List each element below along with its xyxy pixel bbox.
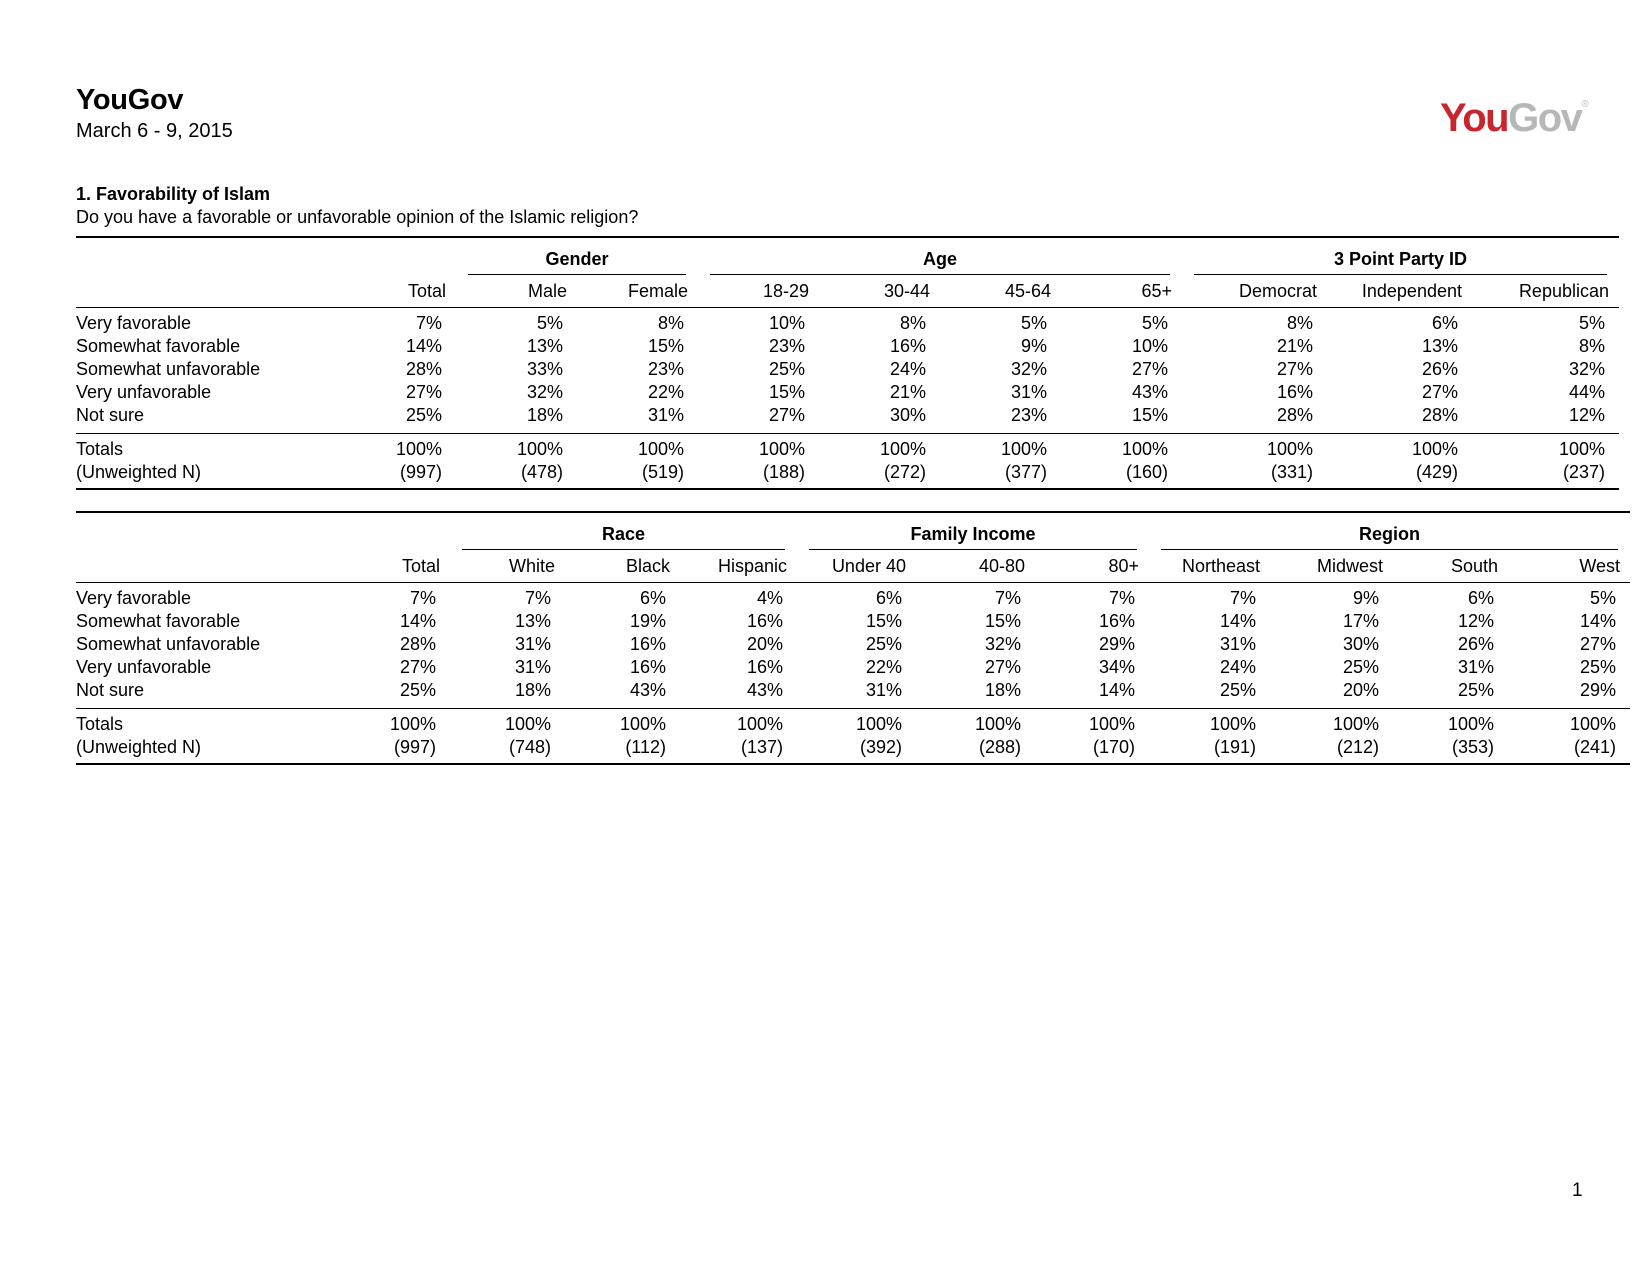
table-row xyxy=(76,461,1619,489)
table-cell: 23% xyxy=(1010,405,1047,425)
table-cell: 8% xyxy=(899,313,926,333)
table-cell: 32% xyxy=(1568,359,1605,379)
table-cell: 6% xyxy=(1431,313,1458,333)
table-cell: 27% xyxy=(984,657,1021,677)
table-cell: 5% xyxy=(536,313,563,333)
table-cell: 27% xyxy=(768,405,805,425)
table-cell: 14% xyxy=(1579,611,1616,631)
table-cell: 6% xyxy=(1467,588,1494,608)
table-cell: 31% xyxy=(865,680,902,700)
table-cell: 25% xyxy=(405,405,442,425)
row-label: Not sure xyxy=(76,680,145,700)
table-cell: 16% xyxy=(629,657,666,677)
table-cell: 15% xyxy=(984,611,1021,631)
table-cell: 25% xyxy=(865,634,902,654)
table-cell: 100% xyxy=(1569,714,1616,734)
table-cell: 22% xyxy=(647,382,684,402)
group-header-gender xyxy=(456,248,698,275)
table-cell: 16% xyxy=(629,634,666,654)
table-cell: 31% xyxy=(1219,634,1256,654)
table-cell: 22% xyxy=(865,657,902,677)
logo-text-gov: Gov xyxy=(1508,96,1582,140)
table1-totals xyxy=(76,438,1619,489)
table-cell: 8% xyxy=(1286,313,1313,333)
table-cell: 27% xyxy=(1131,359,1168,379)
table-cell: 100% xyxy=(855,714,902,734)
row-label: Totals xyxy=(76,439,124,459)
report-date: March 6 - 9, 2015 xyxy=(76,120,233,142)
logo-text-you: You xyxy=(1440,96,1509,140)
table-row xyxy=(76,335,1619,358)
column-header: 80+ xyxy=(1035,550,1149,583)
column-header: Total xyxy=(336,275,456,308)
table-cell: 27% xyxy=(1579,634,1616,654)
table-cell: 4% xyxy=(756,588,783,608)
table-cell: 100% xyxy=(389,714,436,734)
column-header: Republican xyxy=(1472,275,1619,308)
table-cell: 100% xyxy=(736,714,783,734)
table-row xyxy=(76,438,1619,461)
table-cell: (137) xyxy=(680,736,797,764)
table-cell: 15% xyxy=(647,336,684,356)
question-text: Do you have a favorable or unfavorable opinion of the Islamic religion? xyxy=(76,207,639,227)
table-cell: 30% xyxy=(889,405,926,425)
table-cell: 32% xyxy=(1010,359,1047,379)
group-label: Region xyxy=(1161,523,1618,550)
column-header: Black xyxy=(565,550,680,583)
table-row xyxy=(76,713,1630,736)
column-header: Female xyxy=(577,275,698,308)
row-label: Somewhat unfavorable xyxy=(76,634,261,654)
table-cell: 32% xyxy=(984,634,1021,654)
table-cell: (353) xyxy=(1393,736,1508,764)
table-cell: (237) xyxy=(1472,461,1619,489)
column-header: Independent xyxy=(1327,275,1472,308)
table-cell: 31% xyxy=(514,634,551,654)
table-cell: 7% xyxy=(415,313,442,333)
row-label: Totals xyxy=(76,714,124,734)
row-label: Not sure xyxy=(76,405,145,425)
table-cell: 100% xyxy=(1088,714,1135,734)
table-cell: 100% xyxy=(504,714,551,734)
table-cell: 7% xyxy=(1229,588,1256,608)
table-cell: 14% xyxy=(1219,611,1256,631)
page-number: 1 xyxy=(1572,1180,1583,1201)
table-cell: 15% xyxy=(1131,405,1168,425)
table-cell: 28% xyxy=(1421,405,1458,425)
table-cell: 29% xyxy=(1579,680,1616,700)
table-cell: 5% xyxy=(1589,588,1616,608)
table-cell: 100% xyxy=(1266,439,1313,459)
table-cell: 10% xyxy=(768,313,805,333)
table-cell: 14% xyxy=(1098,680,1135,700)
row-label: (Unweighted N) xyxy=(76,736,336,764)
column-header: Under 40 xyxy=(797,550,916,583)
table-cell: 12% xyxy=(1457,611,1494,631)
table-cell: 21% xyxy=(889,382,926,402)
table-cell: 18% xyxy=(514,680,551,700)
table-cell: 100% xyxy=(619,714,666,734)
table-cell: 7% xyxy=(409,588,436,608)
table-cell: (392) xyxy=(797,736,916,764)
table2-body xyxy=(76,587,1630,702)
table-cell: 9% xyxy=(1352,588,1379,608)
table-cell: 15% xyxy=(865,611,902,631)
table-cell: 16% xyxy=(746,657,783,677)
table-cell: 7% xyxy=(1108,588,1135,608)
table-cell: 14% xyxy=(399,611,436,631)
column-header: Hispanic xyxy=(680,550,797,583)
table-cell: 17% xyxy=(1342,611,1379,631)
table-cell: (112) xyxy=(565,736,680,764)
table-cell: (519) xyxy=(577,461,698,489)
table-cell: 5% xyxy=(1578,313,1605,333)
row-label: Somewhat favorable xyxy=(76,336,241,356)
table-row xyxy=(76,633,1630,656)
column-header: 18-29 xyxy=(698,275,819,308)
table-cell: 43% xyxy=(1131,382,1168,402)
column-header: White xyxy=(450,550,565,583)
table-row xyxy=(76,610,1630,633)
table-cell: 13% xyxy=(514,611,551,631)
column-header: 30-44 xyxy=(819,275,940,308)
column-header: West xyxy=(1508,550,1630,583)
row-label: Very favorable xyxy=(76,588,192,608)
table-cell: 100% xyxy=(395,439,442,459)
row-label: (Unweighted N) xyxy=(76,461,336,489)
table-cell: (997) xyxy=(336,461,456,489)
table-cell: 44% xyxy=(1568,382,1605,402)
table-cell: 100% xyxy=(758,439,805,459)
table-cell: 13% xyxy=(526,336,563,356)
column-header: Northeast xyxy=(1149,550,1270,583)
table-cell: (212) xyxy=(1270,736,1393,764)
table-cell: 20% xyxy=(1342,680,1379,700)
table-cell: 100% xyxy=(1411,439,1458,459)
report-title: YouGov xyxy=(76,84,184,116)
table-cell: 28% xyxy=(1276,405,1313,425)
table-cell: 30% xyxy=(1342,634,1379,654)
table-row xyxy=(76,381,1619,404)
table-cell: 25% xyxy=(399,680,436,700)
table-cell: 27% xyxy=(399,657,436,677)
table-row xyxy=(76,736,1630,764)
table-cell: 18% xyxy=(526,405,563,425)
table-cell: 23% xyxy=(768,336,805,356)
table-cell: 8% xyxy=(657,313,684,333)
table-cell: 15% xyxy=(768,382,805,402)
table-cell: 21% xyxy=(1276,336,1313,356)
table-cell: 27% xyxy=(1276,359,1313,379)
table-cell: 7% xyxy=(524,588,551,608)
table-cell: 100% xyxy=(974,714,1021,734)
table-cell: 26% xyxy=(1457,634,1494,654)
table-cell: 25% xyxy=(1342,657,1379,677)
group-header-family-income xyxy=(797,523,1149,550)
table-cell: 100% xyxy=(1121,439,1168,459)
group-label: Family Income xyxy=(809,523,1137,550)
table-cell: (288) xyxy=(916,736,1035,764)
table-cell: 100% xyxy=(879,439,926,459)
table-cell: 16% xyxy=(889,336,926,356)
table-cell: (191) xyxy=(1149,736,1270,764)
table-row xyxy=(76,312,1619,335)
table-cell: 16% xyxy=(746,611,783,631)
table-cell: 33% xyxy=(526,359,563,379)
table-cell: 25% xyxy=(768,359,805,379)
table-cell: 18% xyxy=(984,680,1021,700)
table-cell: 43% xyxy=(629,680,666,700)
table-cell: 6% xyxy=(639,588,666,608)
group-header-age xyxy=(698,248,1182,275)
table-cell: (377) xyxy=(940,461,1061,489)
group-header-race xyxy=(450,523,797,550)
registered-mark: ® xyxy=(1581,98,1589,110)
table-cell: 12% xyxy=(1568,405,1605,425)
table-cell: 100% xyxy=(1000,439,1047,459)
group-label: Gender xyxy=(468,248,686,275)
table-row xyxy=(76,587,1630,610)
table-cell: 13% xyxy=(1421,336,1458,356)
table-cell: 100% xyxy=(1332,714,1379,734)
table-cell: 27% xyxy=(405,382,442,402)
table-cell: (478) xyxy=(456,461,577,489)
table-cell: 25% xyxy=(1457,680,1494,700)
table-cell: (331) xyxy=(1182,461,1327,489)
table-cell: (997) xyxy=(336,736,450,764)
crosstab-table-1 xyxy=(76,236,1619,490)
table-cell: 31% xyxy=(514,657,551,677)
table-cell: (241) xyxy=(1508,736,1630,764)
table-cell: 7% xyxy=(994,588,1021,608)
table-cell: 16% xyxy=(1276,382,1313,402)
table-cell: 24% xyxy=(889,359,926,379)
column-header: Democrat xyxy=(1182,275,1327,308)
table-cell: 100% xyxy=(637,439,684,459)
table-cell: 25% xyxy=(1219,680,1256,700)
table-cell: 28% xyxy=(399,634,436,654)
row-label: Somewhat unfavorable xyxy=(76,359,261,379)
table-cell: (272) xyxy=(819,461,940,489)
yougov-logo xyxy=(1440,96,1589,141)
column-header: South xyxy=(1393,550,1508,583)
table-cell: 14% xyxy=(405,336,442,356)
table-cell: 34% xyxy=(1098,657,1135,677)
table-cell: 5% xyxy=(1141,313,1168,333)
table-cell: 100% xyxy=(516,439,563,459)
row-label: Very unfavorable xyxy=(76,657,212,677)
table-cell: 100% xyxy=(1447,714,1494,734)
column-header: 65+ xyxy=(1061,275,1182,308)
column-header: Midwest xyxy=(1270,550,1393,583)
table-cell: 31% xyxy=(647,405,684,425)
row-label: Somewhat favorable xyxy=(76,611,241,631)
table-cell: 31% xyxy=(1457,657,1494,677)
column-header: 40-80 xyxy=(916,550,1035,583)
row-label: Very unfavorable xyxy=(76,382,212,402)
table-cell: 100% xyxy=(1558,439,1605,459)
table-cell: 25% xyxy=(1579,657,1616,677)
column-header: Male xyxy=(456,275,577,308)
table-cell: 27% xyxy=(1421,382,1458,402)
question-title: 1. Favorability of Islam xyxy=(76,184,271,204)
column-header: Total xyxy=(336,550,450,583)
group-label: Race xyxy=(462,523,785,550)
table-cell: 23% xyxy=(647,359,684,379)
table-row xyxy=(76,404,1619,427)
table-cell: 19% xyxy=(629,611,666,631)
table-cell: 28% xyxy=(405,359,442,379)
table-row xyxy=(76,358,1619,381)
table-cell: 8% xyxy=(1578,336,1605,356)
table2-totals xyxy=(76,713,1630,764)
table-cell: (188) xyxy=(698,461,819,489)
table1-body xyxy=(76,312,1619,427)
table-cell: 20% xyxy=(746,634,783,654)
table-cell: 31% xyxy=(1010,382,1047,402)
group-header-region xyxy=(1149,523,1630,550)
group-label: 3 Point Party ID xyxy=(1194,248,1607,275)
table-row xyxy=(76,656,1630,679)
table-cell: 16% xyxy=(1098,611,1135,631)
table-cell: (160) xyxy=(1061,461,1182,489)
table-cell: (748) xyxy=(450,736,565,764)
table-cell: 10% xyxy=(1131,336,1168,356)
group-header-party-id xyxy=(1182,248,1619,275)
table-cell: (429) xyxy=(1327,461,1472,489)
table-cell: 9% xyxy=(1020,336,1047,356)
crosstab-table-2 xyxy=(76,511,1630,765)
table-cell: 32% xyxy=(526,382,563,402)
row-label: Very favorable xyxy=(76,313,192,333)
table-cell: 24% xyxy=(1219,657,1256,677)
table-cell: 6% xyxy=(875,588,902,608)
table-cell: 26% xyxy=(1421,359,1458,379)
table-cell: 5% xyxy=(1020,313,1047,333)
table-cell: (170) xyxy=(1035,736,1149,764)
column-header: 45-64 xyxy=(940,275,1061,308)
table-cell: 100% xyxy=(1209,714,1256,734)
table-cell: 29% xyxy=(1098,634,1135,654)
table-cell: 43% xyxy=(746,680,783,700)
group-label: Age xyxy=(710,248,1170,275)
table-row xyxy=(76,679,1630,702)
